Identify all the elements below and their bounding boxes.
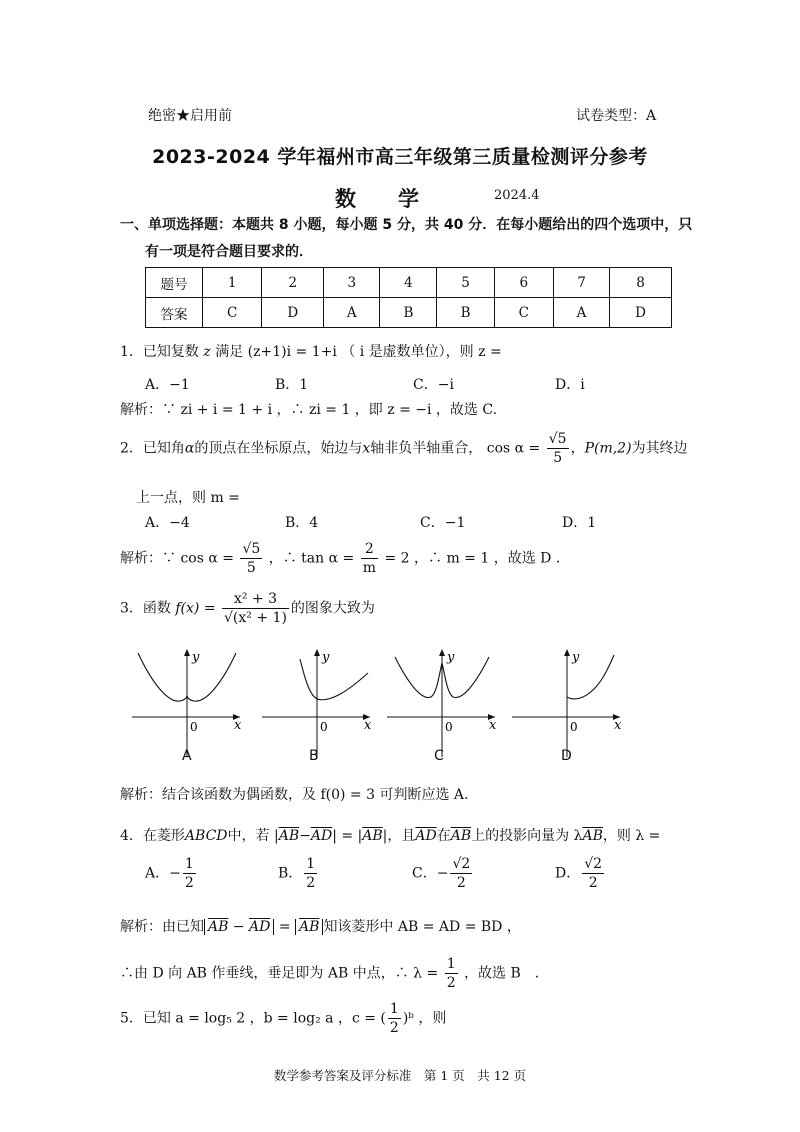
q2-option-d: D．1 <box>562 515 597 531</box>
option-fraction <box>304 855 317 892</box>
option-fraction <box>582 855 604 892</box>
table-cell: 8 <box>610 268 672 298</box>
q4-sol1-minus: − <box>228 919 250 935</box>
q2-stem-line2: 上一点，则 m = <box>136 490 240 506</box>
q3-stem <box>120 590 375 627</box>
table-cell: A <box>324 298 380 328</box>
table-cell: C <box>203 298 262 328</box>
subject-title: 数 学 <box>335 187 419 211</box>
q4-solution-line1 <box>120 916 521 936</box>
fraction-numerator: 1 <box>389 1001 399 1017</box>
q2-sol-prefix: 解析：∵ cos α = <box>120 550 234 567</box>
q2-stem4: ， <box>570 440 585 457</box>
q2-sol-suffix: = 2 ，∴ m = 1 ，故选 D . <box>384 550 561 567</box>
q3-solution: 解析：结合该函数为偶函数，及 f(0) = 3 可判断应选 A. <box>120 787 469 803</box>
q2-stem3: 轴非负半轴重合， <box>370 440 483 457</box>
graph-a <box>130 645 245 760</box>
graph-d-label: D <box>561 748 572 764</box>
y-axis-label: y <box>572 650 580 665</box>
table-row <box>146 268 672 298</box>
q4-sol2-prefix: ∴由 D 向 AB 作垂线，垂足即为 AB 中点，∴ λ = <box>120 965 439 982</box>
q1-stem <box>120 341 502 361</box>
q2-option-c: C．−1 <box>420 515 466 531</box>
q4-sol1-eq: = <box>274 919 296 935</box>
origin-label: 0 <box>190 720 198 734</box>
function-curve <box>300 659 368 700</box>
y-axis-arrow <box>314 649 320 656</box>
option-label: A． <box>145 865 170 882</box>
y-axis-label: y <box>192 650 200 665</box>
q3-fraction <box>222 590 289 627</box>
vector-ab: $\overline{AB}$ <box>450 828 472 844</box>
exam-date: 2024.4 <box>494 188 540 203</box>
fraction-numerator: 1 <box>306 856 316 872</box>
q1-option-c: C．−i <box>413 377 454 393</box>
section1-heading: 一、单项选择题：本题共 8 小题，每小题 5 分，共 40 分．在每小题给出的四个选项中，只 <box>120 217 693 233</box>
q4-solution-line2 <box>120 955 539 992</box>
answer-table <box>145 267 672 328</box>
vector-ad: $\overline{AD}$ <box>415 828 437 844</box>
q4-sol1-prefix: 解析：由已知 <box>120 919 204 935</box>
table-cell: D <box>610 298 672 328</box>
fraction-denominator: 2 <box>588 875 598 891</box>
table-cell: 6 <box>494 268 553 298</box>
table-cell: A <box>553 298 609 328</box>
q4-ask: ，则 λ = <box>602 828 661 844</box>
q4-on: 在 <box>436 828 451 844</box>
fraction-denominator: m <box>362 560 376 576</box>
q5-fraction <box>388 1000 401 1037</box>
fraction-numerator: 1 <box>446 956 456 972</box>
graph-c <box>385 645 500 760</box>
q4-sol2-fraction <box>445 955 458 992</box>
y-axis-arrow <box>439 649 445 656</box>
q1-stem-prefix: 1．已知复数 <box>120 344 199 360</box>
q2-point: P(m,2) <box>584 440 632 457</box>
q1-stem-mid: 满足 <box>215 344 244 360</box>
fraction-denominator: 5 <box>553 450 563 466</box>
q3-stem-prefix: 3．函数 <box>120 600 171 617</box>
table-row-label: 题号 <box>146 268 203 298</box>
table-cell: 4 <box>380 268 437 298</box>
q4-option-b <box>278 855 319 892</box>
q4-option-c <box>412 855 474 892</box>
vector-ad: $\overline{AD}$ <box>310 828 333 844</box>
graph-a-label: A <box>182 748 192 764</box>
fraction-denominator: √(x² + 1) <box>224 610 287 626</box>
q5-stem-prefix: 5．已知 a = log₅ 2 ，b = log₂ a ，c = ( <box>120 1010 386 1027</box>
x-axis-label: x <box>234 718 242 733</box>
q4-stem-mid2: |，且 <box>382 828 416 844</box>
q1-option-a: A．−1 <box>145 377 190 393</box>
option-sign: − <box>436 865 449 882</box>
vector-ab: $\overline{AB}$ <box>299 919 320 935</box>
q4-eq: | = | <box>332 828 363 844</box>
vector-ab: $\overline{AB}$ <box>208 919 229 935</box>
origin-label: 0 <box>570 720 578 734</box>
graph-d <box>510 645 625 760</box>
fraction-numerator: 2 <box>361 540 378 559</box>
fraction-denominator: 2 <box>389 1020 399 1036</box>
q2-option-a: A．−4 <box>145 515 190 531</box>
q4-proj: 上的投影向量为 λ <box>471 828 583 844</box>
option-label: C． <box>412 865 437 882</box>
q2-stem2: 的顶点在坐标原点，始边与 <box>194 440 363 457</box>
table-cell: 1 <box>203 268 262 298</box>
option-fraction <box>450 855 472 892</box>
q2-alpha: α <box>184 440 195 457</box>
q2-x: x <box>362 440 371 457</box>
table-row-label: 答案 <box>146 298 203 328</box>
table-cell: 2 <box>262 268 324 298</box>
fraction-denominator: 2 <box>446 975 456 991</box>
table-cell: 3 <box>324 268 380 298</box>
table-cell: B <box>380 298 437 328</box>
q2-sol-fraction1 <box>240 540 262 577</box>
option-sign: − <box>169 865 181 882</box>
x-axis-label: x <box>489 718 497 733</box>
q4-minus: − <box>299 828 311 844</box>
q1-option-d: D．i <box>555 377 585 393</box>
q2-sol-fraction2 <box>361 540 378 577</box>
q3-function: f(x) = <box>175 600 216 617</box>
x-axis-label: x <box>364 718 372 733</box>
vector-ab: $\overline{AB}$ <box>582 828 603 844</box>
confidential-label: 绝密★启用前 <box>148 108 232 124</box>
fraction-denominator: 2 <box>456 875 466 891</box>
q2-cos-label: cos α = <box>486 440 541 457</box>
q4-sol1-abs-ab <box>295 919 323 935</box>
q1-ask: z = <box>478 344 502 360</box>
q3-stem-suffix: 的图象大致为 <box>290 600 375 617</box>
page-title: 2023-2024 学年福州市高三年级第三质量检测评分参考 <box>152 146 648 168</box>
q1-solution: 解析：∵ zi + i = 1 + i ，∴ zi = 1 ，即 z = −i ，故选 C. <box>120 402 498 418</box>
q1-equation: (z+1)i = 1+i <box>247 344 337 360</box>
q1-var-z: z <box>203 344 211 360</box>
fraction-numerator: √5 <box>548 431 567 447</box>
q2-stem5: 为其终边 <box>631 440 688 457</box>
q4-option-d <box>555 855 606 892</box>
table-cell: D <box>262 298 324 328</box>
q2-option-b: B．4 <box>285 515 319 531</box>
table-cell: B <box>437 298 494 328</box>
q4-sol1-abs-expr <box>204 919 274 935</box>
q2-solution <box>120 540 560 577</box>
graph-c-label: C <box>434 748 444 764</box>
origin-label: 0 <box>320 720 328 734</box>
q2-stem1: 2．已知角 <box>120 440 185 457</box>
y-axis-label: y <box>447 650 455 665</box>
q4-sol1-suffix: 知该菱形中 AB = AD = BD ， <box>323 919 521 935</box>
vector-ab: $\overline{AB}$ <box>362 828 383 844</box>
graph-b-label: B <box>309 748 319 764</box>
fraction-numerator: 1 <box>184 856 194 872</box>
option-label: B． <box>278 865 303 882</box>
vector-ad: $\overline{AD}$ <box>249 919 271 935</box>
fraction-denominator: 2 <box>184 875 194 891</box>
q2-fraction <box>547 430 569 467</box>
table-cell: 7 <box>553 268 609 298</box>
q1-stem-suffix: （ i 是虚数单位），则 <box>341 344 474 360</box>
fraction-numerator: √5 <box>242 541 261 557</box>
q4-option-a <box>145 855 198 892</box>
paper-type-label: 试卷类型：A <box>576 108 657 124</box>
fraction-denominator: 5 <box>246 560 256 576</box>
section1-heading-cont: 有一项是符合题目要求的． <box>145 244 313 260</box>
y-axis-label: y <box>322 650 330 665</box>
option-fraction <box>183 855 196 892</box>
y-axis-arrow <box>184 649 190 656</box>
vector-ab: $\overline{AB}$ <box>278 828 300 844</box>
table-cell: 5 <box>437 268 494 298</box>
fraction-numerator: √2 <box>584 856 603 872</box>
fraction-denominator: 2 <box>306 875 316 891</box>
q2-sol-mid: ，∴ tan α = <box>268 550 355 567</box>
q4-stem-prefix: 4．在菱形 <box>120 828 185 844</box>
origin-label: 0 <box>445 720 453 734</box>
q4-stem <box>120 825 660 845</box>
y-axis-arrow <box>564 649 570 656</box>
table-row <box>146 298 672 328</box>
q4-abcd: ABCD <box>184 828 228 844</box>
graph-b <box>260 645 375 760</box>
option-label: D． <box>555 865 581 882</box>
fraction-numerator: x² + 3 <box>222 590 289 609</box>
x-axis-label: x <box>614 718 622 733</box>
table-cell: C <box>494 298 553 328</box>
q4-sol2-suffix: ，故选 B . <box>464 965 540 982</box>
q4-stem-mid: 中，若 | <box>227 828 279 844</box>
q5-stem-suffix: )ᵇ ，则 <box>402 1010 447 1027</box>
q2-stem <box>120 430 688 467</box>
q1-option-b: B．1 <box>275 377 309 393</box>
fraction-numerator: √2 <box>452 856 471 872</box>
page-footer: 数学参考答案及评分标准 第 1 页 共 12 页 <box>273 1068 527 1083</box>
q5-stem <box>120 1000 446 1037</box>
